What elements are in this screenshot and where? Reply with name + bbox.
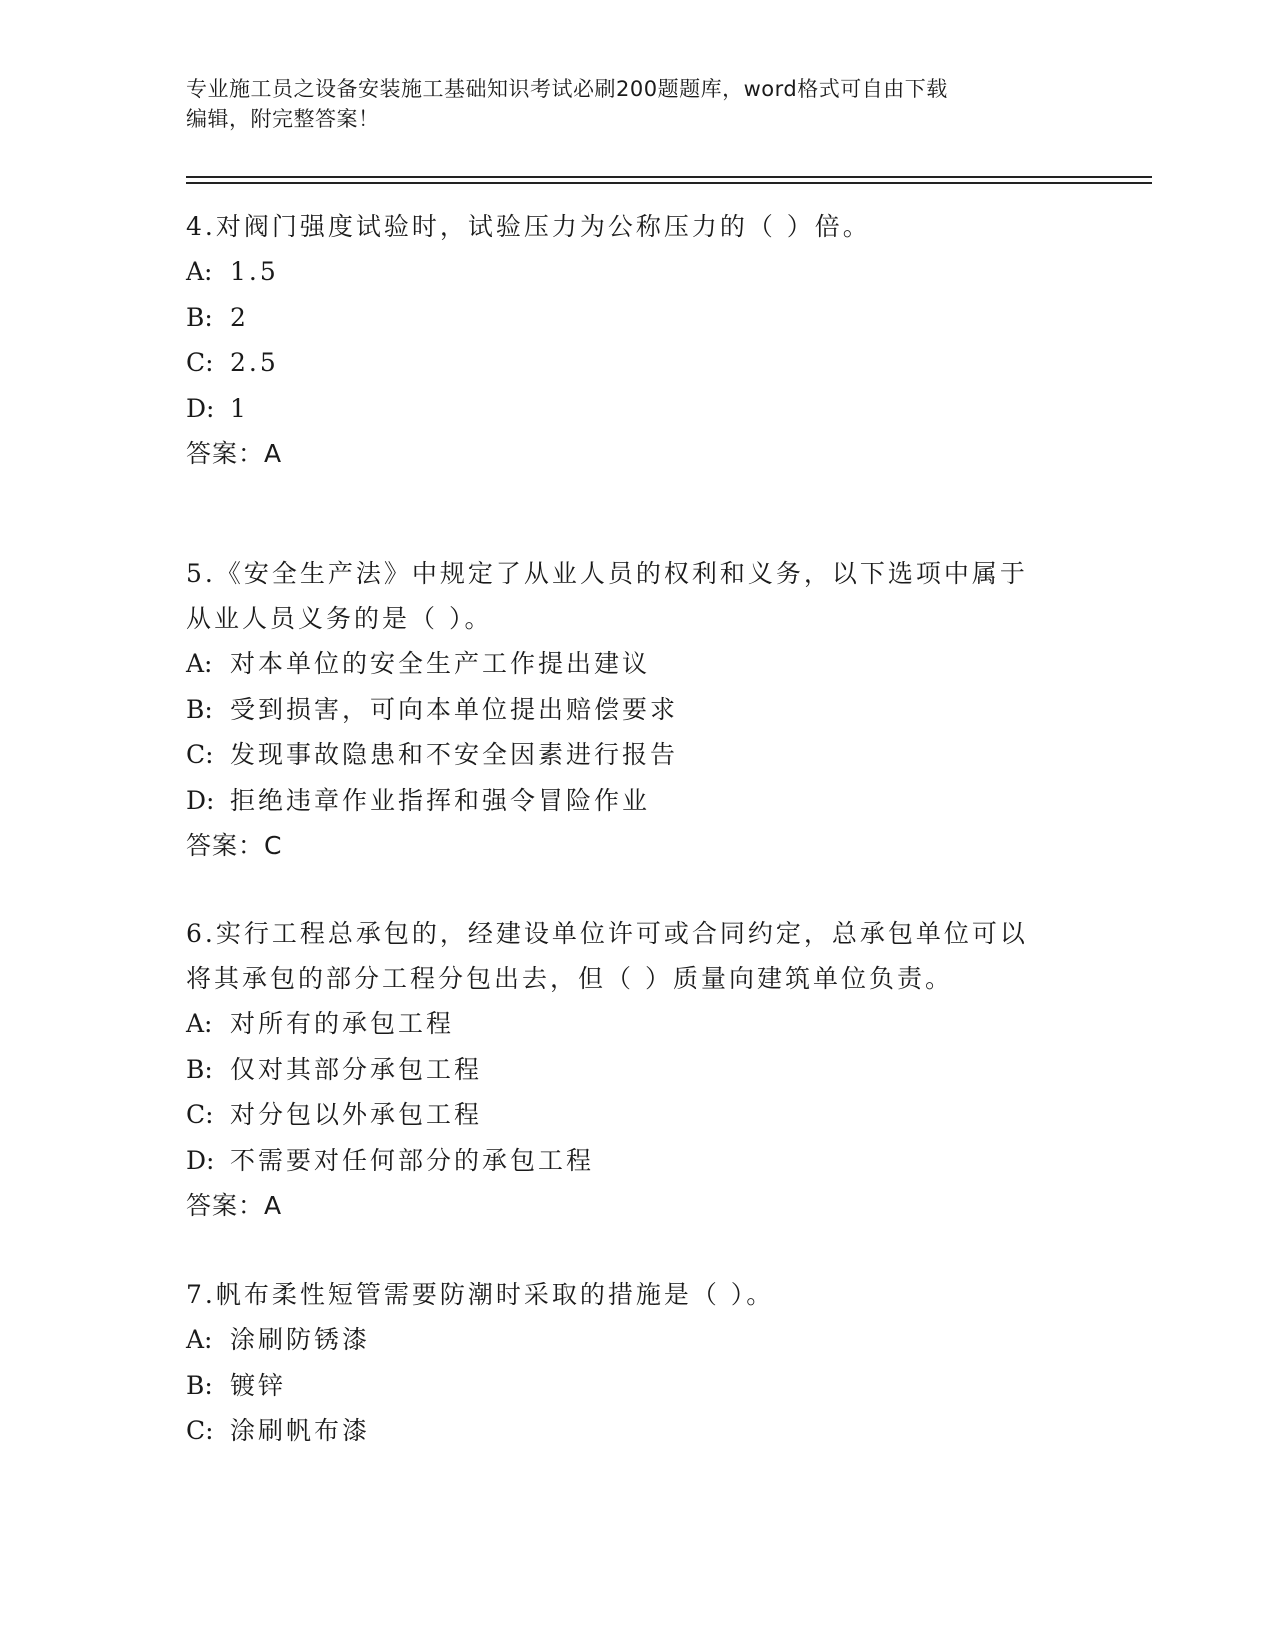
option-d xyxy=(186,386,1086,432)
option-a xyxy=(186,641,1086,687)
option-b xyxy=(186,295,1086,341)
answer-line: 答案：C xyxy=(186,831,283,860)
option-letter: D: xyxy=(186,1145,215,1175)
option-letter: B: xyxy=(186,1054,213,1084)
question-stem: 6.实行工程总承包的，经建设单位许可或合同约定，总承包单位可以 xyxy=(186,919,1028,948)
option-letter: C: xyxy=(186,1100,214,1129)
header-line: 编辑，附完整答案！ xyxy=(186,107,380,131)
option-a xyxy=(186,1317,1086,1363)
option-letter: B: xyxy=(186,694,213,724)
option-a xyxy=(186,1001,1086,1047)
option-letter: C: xyxy=(186,348,214,377)
option-b xyxy=(186,1047,1086,1093)
option-c xyxy=(186,340,1086,386)
header-rule-top xyxy=(186,176,1152,178)
option-letter: D: xyxy=(186,393,215,423)
option-d xyxy=(186,1138,1086,1184)
option-text: 涂刷防锈漆 xyxy=(230,1325,371,1354)
option-text: 拒绝违章作业指挥和强令冒险作业 xyxy=(230,785,651,815)
question-stem: 4.对阀门强度试验时，试验压力为公称压力的（ ）倍。 xyxy=(186,212,871,241)
option-letter: C: xyxy=(186,1416,214,1445)
header-rule-bottom xyxy=(186,182,1152,184)
question-block xyxy=(186,911,1086,1228)
question-block xyxy=(186,551,1086,868)
option-text: 涂刷帆布漆 xyxy=(230,1416,371,1445)
option-text: 1 xyxy=(230,393,249,423)
question-stem: 从业人员义务的是（ ）。 xyxy=(186,604,493,633)
option-letter: C: xyxy=(186,740,214,769)
option-d xyxy=(186,778,1086,824)
option-text: 受到损害，可向本单位提出赔偿要求 xyxy=(230,694,679,724)
option-letter: A: xyxy=(186,1325,213,1354)
option-text: 2.5 xyxy=(230,348,279,377)
answer-line: 答案：A xyxy=(186,1191,283,1220)
option-c xyxy=(186,732,1086,778)
option-c xyxy=(186,1408,1086,1454)
question-block xyxy=(186,1272,1086,1454)
option-letter: B: xyxy=(186,302,213,332)
header-line: 专业施工员之设备安装施工基础知识考试必刷200题题库，word格式可自由下载 xyxy=(186,77,948,101)
question-stem: 5.《安全生产法》中规定了从业人员的权利和义务，以下选项中属于 xyxy=(186,559,1028,588)
option-text: 1.5 xyxy=(230,257,279,286)
option-text: 对分包以外承包工程 xyxy=(230,1100,483,1129)
option-b xyxy=(186,1363,1086,1409)
option-text: 发现事故隐患和不安全因素进行报告 xyxy=(230,740,679,769)
option-a xyxy=(186,249,1086,295)
option-text: 仅对其部分承包工程 xyxy=(230,1054,483,1084)
option-c xyxy=(186,1092,1086,1138)
option-text: 对所有的承包工程 xyxy=(230,1009,455,1038)
option-letter: A: xyxy=(186,1009,213,1038)
option-text: 2 xyxy=(230,302,249,332)
document-header xyxy=(186,74,1076,134)
option-text: 不需要对任何部分的承包工程 xyxy=(230,1145,595,1175)
question-block xyxy=(186,204,1086,476)
option-text: 镀锌 xyxy=(230,1370,287,1400)
option-text: 对本单位的安全生产工作提出建议 xyxy=(230,649,651,678)
option-letter: A: xyxy=(186,257,213,286)
question-stem: 将其承包的部分工程分包出去，但（ ）质量向建筑单位负责。 xyxy=(186,964,953,993)
option-b xyxy=(186,687,1086,733)
option-letter: A: xyxy=(186,649,213,678)
option-letter: D: xyxy=(186,785,215,815)
question-stem: 7.帆布柔性短管需要防潮时采取的措施是（ ）。 xyxy=(186,1280,775,1309)
option-letter: B: xyxy=(186,1370,213,1400)
answer-line: 答案：A xyxy=(186,439,283,468)
